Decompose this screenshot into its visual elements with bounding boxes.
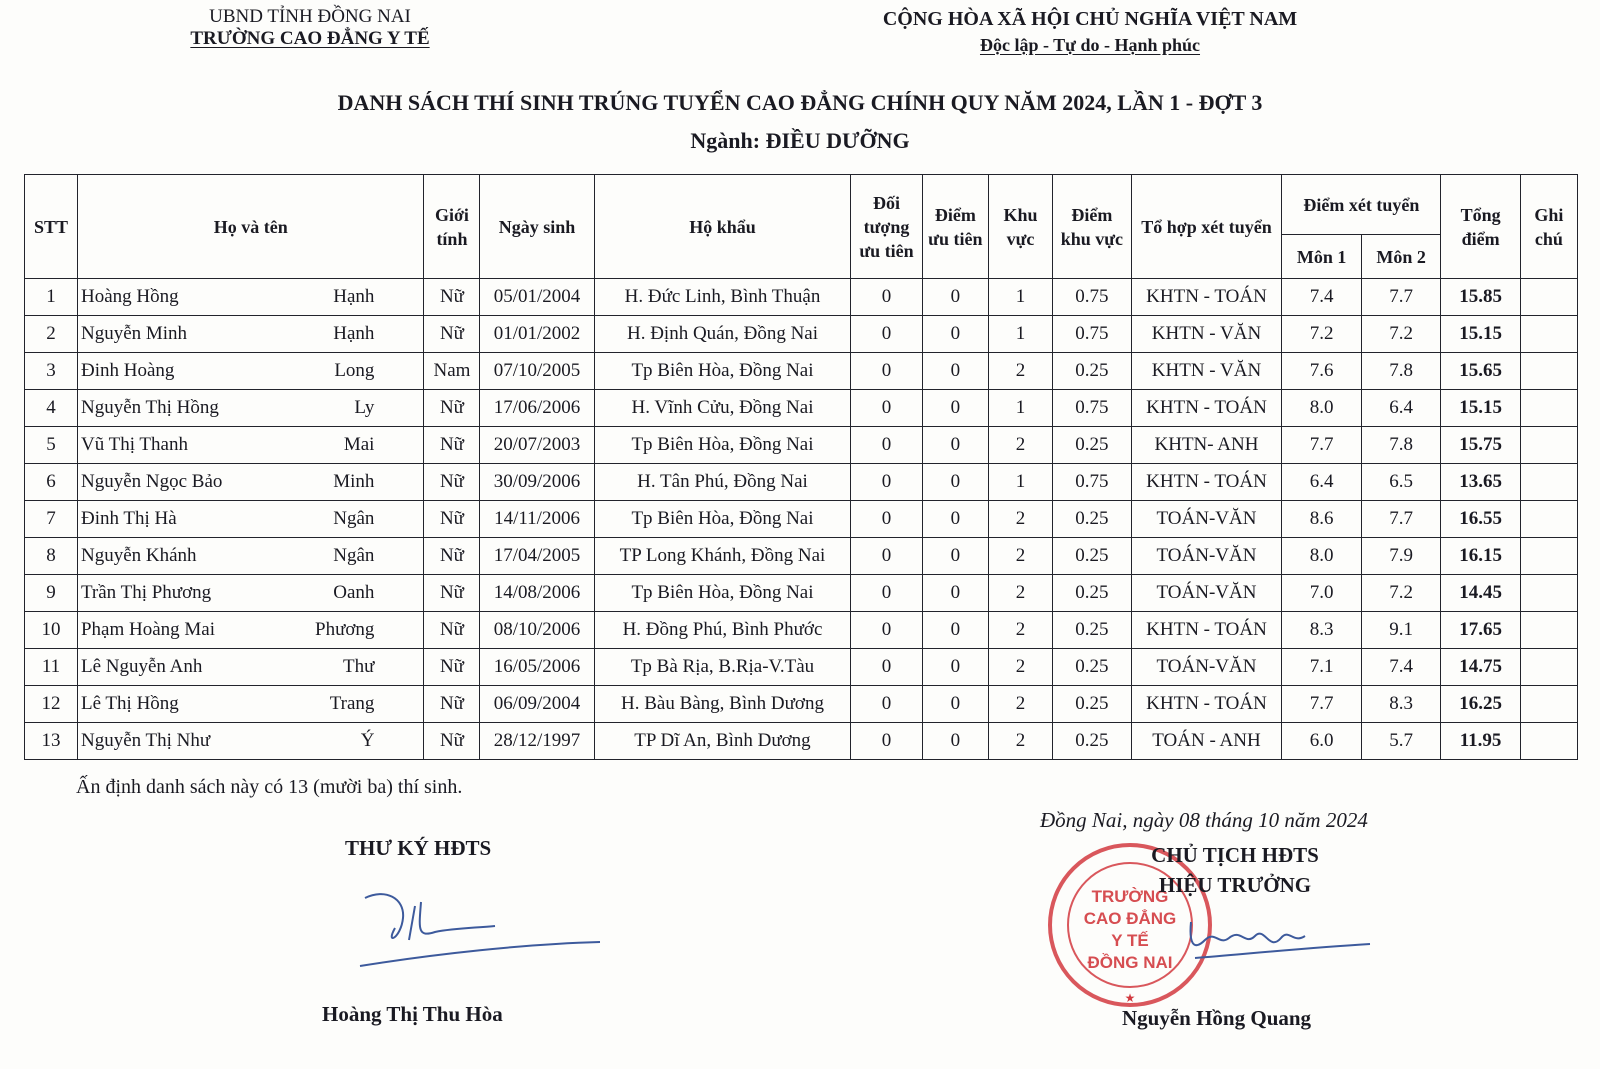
cell-combo: KHTN- ANH bbox=[1131, 427, 1282, 464]
cell-priority-group: 0 bbox=[851, 316, 922, 353]
secretary-role: THƯ KÝ HĐTS bbox=[345, 836, 492, 860]
cell-gender: Nữ bbox=[424, 612, 480, 649]
family-middle-name: Lê Thị Hồng bbox=[80, 693, 179, 714]
cell-note bbox=[1520, 538, 1577, 575]
cell-total: 13.65 bbox=[1441, 464, 1520, 501]
cell-address: TP Long Khánh, Đồng Nai bbox=[594, 538, 851, 575]
cell-priority-group: 0 bbox=[851, 390, 922, 427]
cell-stt: 8 bbox=[25, 538, 78, 575]
cell-subject-1: 6.0 bbox=[1282, 723, 1361, 760]
cell-name bbox=[77, 649, 423, 686]
chair-name: Nguyễn Hồng Quang bbox=[1122, 1006, 1312, 1030]
cell-dob: 20/07/2003 bbox=[480, 427, 594, 464]
cell-subject-2: 7.8 bbox=[1361, 427, 1440, 464]
given-name: Thư bbox=[343, 656, 375, 677]
cell-region-score: 0.25 bbox=[1053, 538, 1131, 575]
cell-gender: Nam bbox=[424, 353, 480, 390]
chair-signature bbox=[1185, 912, 1375, 982]
cell-priority-score: 0 bbox=[922, 279, 988, 316]
cell-note bbox=[1520, 723, 1577, 760]
cell-region-score: 0.25 bbox=[1053, 612, 1131, 649]
cell-region-score: 0.25 bbox=[1053, 686, 1131, 723]
cell-name bbox=[77, 612, 423, 649]
header-region-score: Điểm khu vực bbox=[1053, 175, 1131, 279]
cell-dob: 06/09/2004 bbox=[480, 686, 594, 723]
cell-address: Tp Biên Hòa, Đồng Nai bbox=[594, 353, 851, 390]
cell-address: H. Vĩnh Cửu, Đồng Nai bbox=[594, 390, 851, 427]
cell-stt: 5 bbox=[25, 427, 78, 464]
cell-gender: Nữ bbox=[424, 538, 480, 575]
cell-name bbox=[77, 390, 423, 427]
chair-role-block bbox=[1120, 840, 1350, 900]
table-row bbox=[25, 723, 1578, 760]
cell-total: 16.25 bbox=[1441, 686, 1520, 723]
cell-priority-group: 0 bbox=[851, 649, 922, 686]
cell-subject-2: 7.2 bbox=[1361, 575, 1440, 612]
header-total: Tổng điểm bbox=[1441, 175, 1520, 279]
family-middle-name: Nguyễn Ngọc Bảo bbox=[80, 471, 223, 492]
place-date: Đồng Nai, ngày 08 tháng 10 năm 2024 bbox=[1040, 808, 1368, 832]
header-address: Hộ khẩu bbox=[594, 175, 851, 279]
cell-combo: KHTN - TOÁN bbox=[1131, 686, 1282, 723]
secretary-name: Hoàng Thị Thu Hòa bbox=[322, 1002, 503, 1026]
table-row bbox=[25, 279, 1578, 316]
cell-total: 15.15 bbox=[1441, 316, 1520, 353]
issuer-authority: UBND TỈNH ĐỒNG NAI bbox=[209, 6, 411, 27]
header-scores-group: Điểm xét tuyển bbox=[1282, 175, 1441, 235]
given-name: Hạnh bbox=[333, 286, 375, 307]
cell-address: Tp Biên Hòa, Đồng Nai bbox=[594, 427, 851, 464]
cell-dob: 17/04/2005 bbox=[480, 538, 594, 575]
table-row bbox=[25, 501, 1578, 538]
cell-region-score: 0.25 bbox=[1053, 353, 1131, 390]
cell-total: 15.85 bbox=[1441, 279, 1520, 316]
cell-stt: 6 bbox=[25, 464, 78, 501]
header-combo: Tổ hợp xét tuyển bbox=[1131, 175, 1282, 279]
cell-stt: 2 bbox=[25, 316, 78, 353]
cell-priority-score: 0 bbox=[922, 353, 988, 390]
national-header bbox=[840, 8, 1340, 56]
cell-priority-score: 0 bbox=[922, 390, 988, 427]
cell-dob: 30/09/2006 bbox=[480, 464, 594, 501]
cell-region: 1 bbox=[988, 464, 1052, 501]
cell-name bbox=[77, 316, 423, 353]
document-title: DANH SÁCH THÍ SINH TRÚNG TUYỂN CAO ĐẲNG CHÍNH QUY NĂM 2024, LẦN 1 - ĐỢT 3 bbox=[337, 90, 1263, 115]
issuer-block bbox=[160, 6, 460, 50]
svg-text:CAO ĐẲNG: CAO ĐẲNG bbox=[1083, 909, 1177, 928]
cell-address: Tp Biên Hòa, Đồng Nai bbox=[594, 501, 851, 538]
cell-gender: Nữ bbox=[424, 427, 480, 464]
family-middle-name: Đinh Thị Hà bbox=[80, 508, 177, 529]
cell-subject-1: 8.6 bbox=[1282, 501, 1361, 538]
table-row bbox=[25, 575, 1578, 612]
cell-subject-2: 8.3 bbox=[1361, 686, 1440, 723]
given-name: Mai bbox=[343, 434, 375, 455]
svg-text:Y TẾ: Y TẾ bbox=[1111, 931, 1149, 950]
cell-stt: 10 bbox=[25, 612, 78, 649]
given-name: Ly bbox=[354, 397, 375, 418]
secretary-signature bbox=[355, 888, 605, 978]
cell-address: Tp Bà Rịa, B.Rịa-V.Tàu bbox=[594, 649, 851, 686]
cell-stt: 4 bbox=[25, 390, 78, 427]
header-gender: Giới tính bbox=[424, 175, 480, 279]
cell-subject-2: 7.7 bbox=[1361, 279, 1440, 316]
cell-subject-1: 7.1 bbox=[1282, 649, 1361, 686]
given-name: Phương bbox=[315, 619, 375, 640]
cell-subject-2: 7.2 bbox=[1361, 316, 1440, 353]
cell-combo: KHTN - VĂN bbox=[1131, 353, 1282, 390]
table-row bbox=[25, 686, 1578, 723]
cell-dob: 16/05/2006 bbox=[480, 649, 594, 686]
cell-region: 1 bbox=[988, 390, 1052, 427]
given-name: Ngân bbox=[333, 508, 375, 529]
cell-note bbox=[1520, 353, 1577, 390]
cell-name bbox=[77, 464, 423, 501]
given-name: Hạnh bbox=[333, 323, 375, 344]
cell-name bbox=[77, 575, 423, 612]
cell-region-score: 0.75 bbox=[1053, 390, 1131, 427]
cell-combo: TOÁN-VĂN bbox=[1131, 538, 1282, 575]
cell-priority-score: 0 bbox=[922, 575, 988, 612]
cell-address: TP Dĩ An, Bình Dương bbox=[594, 723, 851, 760]
cell-subject-1: 7.7 bbox=[1282, 427, 1361, 464]
cell-combo: KHTN - TOÁN bbox=[1131, 390, 1282, 427]
cell-subject-2: 6.4 bbox=[1361, 390, 1440, 427]
table-body bbox=[25, 279, 1578, 760]
cell-subject-1: 7.0 bbox=[1282, 575, 1361, 612]
cell-priority-score: 0 bbox=[922, 501, 988, 538]
cell-subject-2: 7.4 bbox=[1361, 649, 1440, 686]
cell-dob: 08/10/2006 bbox=[480, 612, 594, 649]
cell-subject-1: 7.7 bbox=[1282, 686, 1361, 723]
cell-subject-1: 8.3 bbox=[1282, 612, 1361, 649]
cell-total: 14.75 bbox=[1441, 649, 1520, 686]
family-middle-name: Phạm Hoàng Mai bbox=[80, 619, 216, 640]
header-dob: Ngày sinh bbox=[480, 175, 594, 279]
family-middle-name: Trần Thị Phương bbox=[80, 582, 212, 603]
cell-total: 16.15 bbox=[1441, 538, 1520, 575]
svg-text:TRƯỜNG: TRƯỜNG bbox=[1091, 887, 1169, 906]
given-name: Ngân bbox=[333, 545, 375, 566]
cell-stt: 12 bbox=[25, 686, 78, 723]
table-row bbox=[25, 427, 1578, 464]
cell-name bbox=[77, 501, 423, 538]
cell-combo: TOÁN-VĂN bbox=[1131, 501, 1282, 538]
cell-total: 15.75 bbox=[1441, 427, 1520, 464]
cell-region-score: 0.75 bbox=[1053, 464, 1131, 501]
cell-stt: 13 bbox=[25, 723, 78, 760]
cell-address: H. Bàu Bàng, Bình Dương bbox=[594, 686, 851, 723]
cell-priority-score: 0 bbox=[922, 686, 988, 723]
cell-note bbox=[1520, 649, 1577, 686]
cell-address: H. Đức Linh, Bình Thuận bbox=[594, 279, 851, 316]
cell-total: 15.15 bbox=[1441, 390, 1520, 427]
cell-name bbox=[77, 279, 423, 316]
given-name: Trang bbox=[329, 693, 375, 714]
family-middle-name: Vũ Thị Thanh bbox=[80, 434, 188, 455]
chair-role-title: CHỦ TỊCH HĐTS bbox=[1151, 843, 1319, 867]
cell-priority-score: 0 bbox=[922, 464, 988, 501]
cell-stt: 9 bbox=[25, 575, 78, 612]
cell-priority-score: 0 bbox=[922, 612, 988, 649]
cell-region: 1 bbox=[988, 316, 1052, 353]
cell-total: 17.65 bbox=[1441, 612, 1520, 649]
cell-region: 1 bbox=[988, 279, 1052, 316]
cell-dob: 14/11/2006 bbox=[480, 501, 594, 538]
cell-priority-score: 0 bbox=[922, 538, 988, 575]
table-row bbox=[25, 464, 1578, 501]
family-middle-name: Hoàng Hồng bbox=[80, 286, 179, 307]
cell-gender: Nữ bbox=[424, 316, 480, 353]
major-title: Ngành: ĐIỀU DƯỠNG bbox=[690, 128, 910, 153]
list-count-note: Ấn định danh sách này có 13 (mười ba) thí sinh. bbox=[76, 776, 463, 798]
cell-subject-2: 5.7 bbox=[1361, 723, 1440, 760]
cell-combo: KHTN - VĂN bbox=[1131, 316, 1282, 353]
given-name: Ý bbox=[360, 730, 375, 751]
cell-priority-score: 0 bbox=[922, 316, 988, 353]
cell-subject-2: 7.7 bbox=[1361, 501, 1440, 538]
cell-subject-1: 8.0 bbox=[1282, 390, 1361, 427]
family-middle-name: Nguyễn Thị Hồng bbox=[80, 397, 219, 418]
cell-address: H. Đồng Phú, Bình Phước bbox=[594, 612, 851, 649]
cell-gender: Nữ bbox=[424, 279, 480, 316]
header-stt: STT bbox=[25, 175, 78, 279]
table-row bbox=[25, 538, 1578, 575]
cell-dob: 17/06/2006 bbox=[480, 390, 594, 427]
cell-subject-2: 6.5 bbox=[1361, 464, 1440, 501]
cell-priority-group: 0 bbox=[851, 279, 922, 316]
cell-note bbox=[1520, 464, 1577, 501]
family-middle-name: Nguyễn Khánh bbox=[80, 545, 197, 566]
cell-total: 14.45 bbox=[1441, 575, 1520, 612]
cell-subject-1: 6.4 bbox=[1282, 464, 1361, 501]
cell-total: 16.55 bbox=[1441, 501, 1520, 538]
cell-note bbox=[1520, 686, 1577, 723]
cell-region-score: 0.25 bbox=[1053, 575, 1131, 612]
cell-note bbox=[1520, 612, 1577, 649]
cell-dob: 05/01/2004 bbox=[480, 279, 594, 316]
cell-priority-score: 0 bbox=[922, 723, 988, 760]
cell-priority-group: 0 bbox=[851, 686, 922, 723]
table-row bbox=[25, 390, 1578, 427]
cell-region-score: 0.25 bbox=[1053, 723, 1131, 760]
cell-address: H. Định Quán, Đồng Nai bbox=[594, 316, 851, 353]
cell-note bbox=[1520, 427, 1577, 464]
given-name: Long bbox=[334, 360, 375, 381]
national-title: CỘNG HÒA XÃ HỘI CHỦ NGHĨA VIỆT NAM bbox=[882, 8, 1298, 30]
table-row bbox=[25, 612, 1578, 649]
cell-subject-2: 7.9 bbox=[1361, 538, 1440, 575]
cell-priority-group: 0 bbox=[851, 538, 922, 575]
cell-stt: 7 bbox=[25, 501, 78, 538]
cell-region: 2 bbox=[988, 575, 1052, 612]
cell-stt: 1 bbox=[25, 279, 78, 316]
cell-address: H. Tân Phú, Đồng Nai bbox=[594, 464, 851, 501]
cell-combo: KHTN - TOÁN bbox=[1131, 464, 1282, 501]
cell-name bbox=[77, 353, 423, 390]
header-subject-1: Môn 1 bbox=[1282, 235, 1361, 279]
cell-subject-1: 7.6 bbox=[1282, 353, 1361, 390]
cell-note bbox=[1520, 575, 1577, 612]
cell-region: 2 bbox=[988, 501, 1052, 538]
cell-combo: TOÁN - ANH bbox=[1131, 723, 1282, 760]
given-name: Minh bbox=[333, 471, 375, 492]
cell-combo: TOÁN-VĂN bbox=[1131, 575, 1282, 612]
family-middle-name: Lê Nguyễn Anh bbox=[80, 656, 203, 677]
svg-text:ĐỒNG NAI: ĐỒNG NAI bbox=[1087, 953, 1173, 972]
cell-gender: Nữ bbox=[424, 390, 480, 427]
cell-subject-1: 7.4 bbox=[1282, 279, 1361, 316]
family-middle-name: Nguyễn Minh bbox=[80, 323, 188, 344]
cell-note bbox=[1520, 316, 1577, 353]
cell-gender: Nữ bbox=[424, 501, 480, 538]
header-note: Ghi chú bbox=[1520, 175, 1577, 279]
cell-gender: Nữ bbox=[424, 649, 480, 686]
cell-priority-group: 0 bbox=[851, 464, 922, 501]
svg-text:★: ★ bbox=[1124, 991, 1136, 1005]
cell-stt: 3 bbox=[25, 353, 78, 390]
issuer-school: TRƯỜNG CAO ĐẲNG Y TẾ bbox=[190, 28, 430, 49]
cell-dob: 14/08/2006 bbox=[480, 575, 594, 612]
given-name: Oanh bbox=[333, 582, 375, 603]
cell-subject-1: 7.2 bbox=[1282, 316, 1361, 353]
national-motto: Độc lập - Tự do - Hạnh phúc bbox=[979, 35, 1201, 55]
table-row bbox=[25, 316, 1578, 353]
cell-name bbox=[77, 686, 423, 723]
cell-region: 2 bbox=[988, 723, 1052, 760]
table-row bbox=[25, 649, 1578, 686]
cell-name bbox=[77, 538, 423, 575]
cell-stt: 11 bbox=[25, 649, 78, 686]
cell-note bbox=[1520, 279, 1577, 316]
header-name: Họ và tên bbox=[77, 175, 423, 279]
cell-subject-1: 8.0 bbox=[1282, 538, 1361, 575]
cell-priority-group: 0 bbox=[851, 723, 922, 760]
cell-region-score: 0.75 bbox=[1053, 279, 1131, 316]
cell-region-score: 0.25 bbox=[1053, 501, 1131, 538]
cell-dob: 01/01/2002 bbox=[480, 316, 594, 353]
cell-priority-group: 0 bbox=[851, 427, 922, 464]
cell-address: Tp Biên Hòa, Đồng Nai bbox=[594, 575, 851, 612]
admission-table bbox=[24, 174, 1578, 760]
cell-region-score: 0.25 bbox=[1053, 649, 1131, 686]
header-subject-2: Môn 2 bbox=[1361, 235, 1440, 279]
header-region: Khu vực bbox=[988, 175, 1052, 279]
cell-region: 2 bbox=[988, 538, 1052, 575]
cell-name bbox=[77, 427, 423, 464]
cell-priority-score: 0 bbox=[922, 649, 988, 686]
cell-total: 15.65 bbox=[1441, 353, 1520, 390]
cell-note bbox=[1520, 501, 1577, 538]
cell-gender: Nữ bbox=[424, 575, 480, 612]
cell-combo: KHTN - TOÁN bbox=[1131, 279, 1282, 316]
cell-priority-score: 0 bbox=[922, 427, 988, 464]
header-priority-score: Điểm ưu tiên bbox=[922, 175, 988, 279]
family-middle-name: Nguyễn Thị Như bbox=[80, 730, 211, 751]
cell-dob: 28/12/1997 bbox=[480, 723, 594, 760]
cell-region: 2 bbox=[988, 427, 1052, 464]
cell-region-score: 0.25 bbox=[1053, 427, 1131, 464]
cell-note bbox=[1520, 390, 1577, 427]
cell-gender: Nữ bbox=[424, 686, 480, 723]
table-row bbox=[25, 353, 1578, 390]
cell-region: 2 bbox=[988, 612, 1052, 649]
cell-total: 11.95 bbox=[1441, 723, 1520, 760]
chair-role-position: HIỆU TRƯỞNG bbox=[1158, 873, 1312, 897]
cell-region: 2 bbox=[988, 353, 1052, 390]
cell-region-score: 0.75 bbox=[1053, 316, 1131, 353]
cell-gender: Nữ bbox=[424, 464, 480, 501]
cell-priority-group: 0 bbox=[851, 353, 922, 390]
cell-region: 2 bbox=[988, 686, 1052, 723]
cell-subject-2: 9.1 bbox=[1361, 612, 1440, 649]
cell-priority-group: 0 bbox=[851, 612, 922, 649]
cell-region: 2 bbox=[988, 649, 1052, 686]
cell-priority-group: 0 bbox=[851, 501, 922, 538]
cell-gender: Nữ bbox=[424, 723, 480, 760]
cell-subject-2: 7.8 bbox=[1361, 353, 1440, 390]
cell-combo: TOÁN-VĂN bbox=[1131, 649, 1282, 686]
header-priority-group: Đối tượng ưu tiên bbox=[851, 175, 922, 279]
cell-dob: 07/10/2005 bbox=[480, 353, 594, 390]
family-middle-name: Đinh Hoàng bbox=[80, 360, 175, 381]
cell-priority-group: 0 bbox=[851, 575, 922, 612]
cell-combo: KHTN - TOÁN bbox=[1131, 612, 1282, 649]
cell-name bbox=[77, 723, 423, 760]
